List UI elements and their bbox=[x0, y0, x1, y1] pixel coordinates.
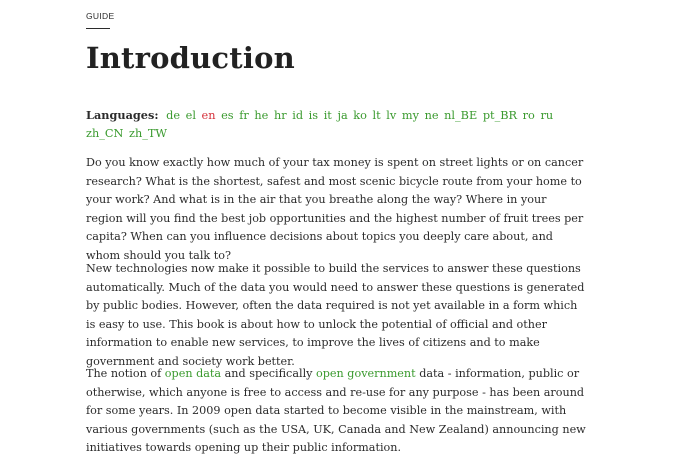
intro-paragraph-3 bbox=[86, 365, 586, 458]
paragraph-text: and specifically bbox=[221, 367, 317, 380]
language-link-nl-be[interactable]: nl_BE bbox=[444, 109, 478, 122]
languages-label: Languages: bbox=[86, 108, 159, 122]
language-link-ne[interactable]: ne bbox=[424, 109, 439, 122]
language-link-en[interactable]: en bbox=[201, 109, 216, 122]
language-link-my[interactable]: my bbox=[401, 109, 419, 122]
language-link-ja[interactable]: ja bbox=[337, 109, 348, 122]
section-kicker: GUIDE bbox=[86, 11, 115, 21]
language-link-ro[interactable]: ro bbox=[522, 109, 535, 122]
language-link-el[interactable]: el bbox=[185, 109, 196, 122]
language-link-is[interactable]: is bbox=[308, 109, 319, 122]
open-data-link[interactable]: open data bbox=[164, 367, 222, 380]
paragraph-text: data - information, public or otherwise, which anyone is free to access and re-use for any purpose - has been around for some years. In 2009 open data started to become visible in the mainstream, with various governments (such as the USA, UK, Canada and New Zealand) announcing new initiatives towards opening up their public information. bbox=[86, 367, 586, 455]
language-link-zh-cn[interactable]: zh_CN bbox=[86, 127, 124, 140]
language-link-pt-br[interactable]: pt_BR bbox=[482, 109, 518, 122]
paragraph-text: The notion of bbox=[86, 367, 165, 380]
language-link-he[interactable]: he bbox=[254, 109, 269, 122]
language-link-es[interactable]: es bbox=[221, 109, 234, 122]
intro-paragraph-2: New technologies now make it possible to build the services to answer these questions automatically. Much of the data you would need to answer these questions is generated by public bodies. However, often the data required is not yet available in a form which is easy to use. This book is about how to unlock the potential of official and other information to enable new services, to improve the lives of citizens and to make government and society work better. bbox=[86, 262, 585, 368]
languages-bar bbox=[86, 106, 586, 143]
language-link-hr[interactable]: hr bbox=[273, 109, 287, 122]
language-link-id[interactable]: id bbox=[292, 109, 304, 122]
language-link-zh-tw[interactable]: zh_TW bbox=[129, 127, 168, 140]
page-title: Introduction bbox=[86, 41, 295, 75]
intro-paragraph-1: Do you know exactly how much of your tax money is spent on street lights or on cancer research? What is the shortest, safest and most scenic bicycle route from your home to your work? And what is in the air that you breathe along the way? Where in your region will you find the best job opportunities and the highest number of fruit trees per capita? When can you influence decisions about topics you deeply care about, and whom should you talk to? bbox=[86, 156, 584, 262]
language-link-fr[interactable]: fr bbox=[239, 109, 249, 122]
language-link-lt[interactable]: lt bbox=[372, 109, 381, 122]
language-link-de[interactable]: de bbox=[166, 109, 181, 122]
open-government-link[interactable]: open government bbox=[316, 367, 416, 380]
language-link-it[interactable]: it bbox=[323, 109, 332, 122]
language-link-ko[interactable]: ko bbox=[353, 109, 367, 122]
language-link-lv[interactable]: lv bbox=[386, 109, 397, 122]
language-link-ru[interactable]: ru bbox=[540, 109, 554, 122]
kicker-divider bbox=[86, 28, 110, 29]
